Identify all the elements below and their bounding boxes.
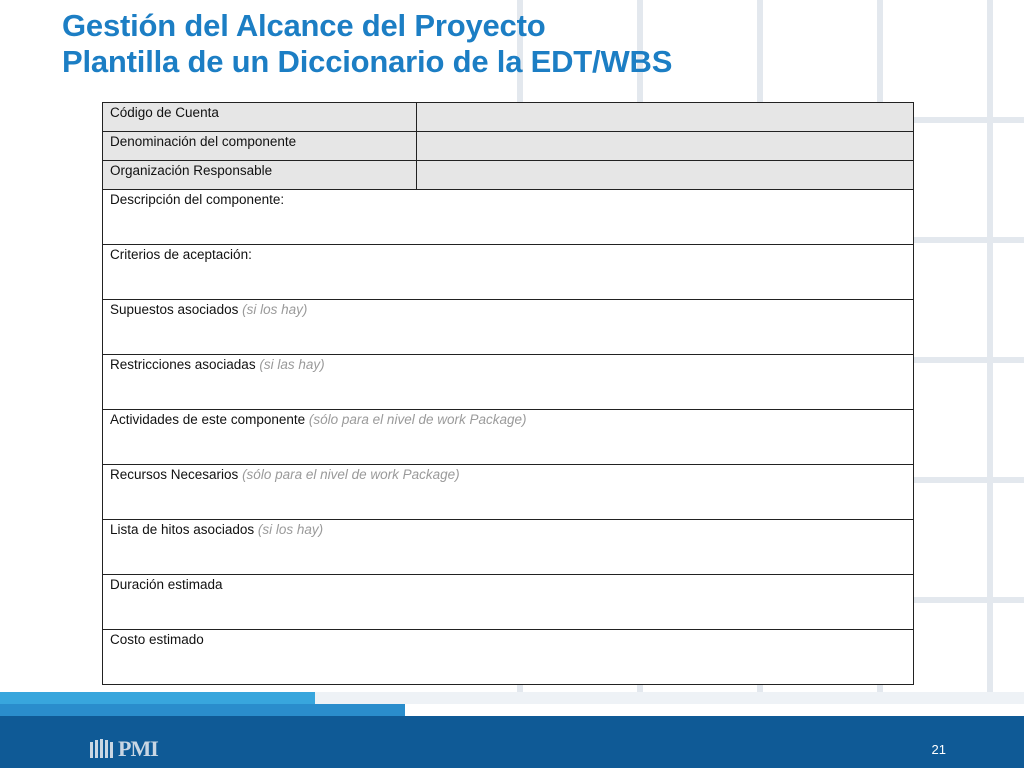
form-row-assumptions <box>103 300 914 355</box>
field-label: Recursos Necesarios <box>110 467 239 482</box>
pmi-globe-icon <box>90 738 116 760</box>
field-label: Duración estimada <box>110 577 223 592</box>
field-label: Lista de hitos asociados <box>110 522 255 537</box>
estimated-duration-field[interactable] <box>103 575 914 630</box>
form-row-estimated-cost <box>103 630 914 685</box>
form-row-estimated-duration <box>103 575 914 630</box>
field-label: Actividades de este componente <box>110 412 306 427</box>
field-hint: (sólo para el nivel de work Package) <box>242 467 460 482</box>
account-code-field[interactable] <box>417 103 914 132</box>
estimated-cost-field[interactable] <box>103 630 914 685</box>
activities-field[interactable] <box>103 410 914 465</box>
footer-stripe-dark <box>315 692 1024 704</box>
footer-stripe-light <box>0 692 315 704</box>
form-row-account-code <box>103 103 914 132</box>
field-hint: (si las hay) <box>259 357 325 372</box>
assumptions-field[interactable] <box>103 300 914 355</box>
form-row-acceptance-criteria <box>103 245 914 300</box>
form-row-activities <box>103 410 914 465</box>
form-row-responsible-org <box>103 161 914 190</box>
pmi-logo-text: PMI <box>118 736 158 761</box>
field-label: Costo estimado <box>110 632 204 647</box>
slide-title <box>62 8 672 80</box>
field-label: Descripción del componente: <box>110 192 285 207</box>
description-field[interactable] <box>103 190 914 245</box>
resources-field[interactable] <box>103 465 914 520</box>
form-row-description <box>103 190 914 245</box>
field-label: Restricciones asociadas <box>110 357 256 372</box>
field-hint: (sólo para el nivel de work Package) <box>308 412 527 427</box>
form-row-constraints <box>103 355 914 410</box>
wbs-dictionary-form <box>102 102 914 685</box>
field-label: Supuestos asociados <box>110 302 239 317</box>
pmi-logo <box>90 738 158 760</box>
constraints-field[interactable] <box>103 355 914 410</box>
component-name-field[interactable] <box>417 132 914 161</box>
title-line-1: Gestión del Alcance del Proyecto <box>62 8 546 43</box>
form-row-component-name <box>103 132 914 161</box>
form-row-resources <box>103 465 914 520</box>
title-line-2: Plantilla de un Diccionario de la EDT/WBS <box>62 44 673 79</box>
field-label: Criterios de aceptación: <box>110 247 252 262</box>
acceptance-criteria-field[interactable] <box>103 245 914 300</box>
field-label: Código de Cuenta <box>103 103 417 132</box>
field-hint: (si los hay) <box>242 302 308 317</box>
milestones-field[interactable] <box>103 520 914 575</box>
form-row-milestones <box>103 520 914 575</box>
field-hint: (si los hay) <box>257 522 324 537</box>
page-number: 21 <box>931 742 946 757</box>
field-label: Denominación del componente <box>103 132 417 161</box>
field-label: Organización Responsable <box>103 161 417 190</box>
footer-stripe-mid <box>0 704 405 716</box>
responsible-org-field[interactable] <box>417 161 914 190</box>
